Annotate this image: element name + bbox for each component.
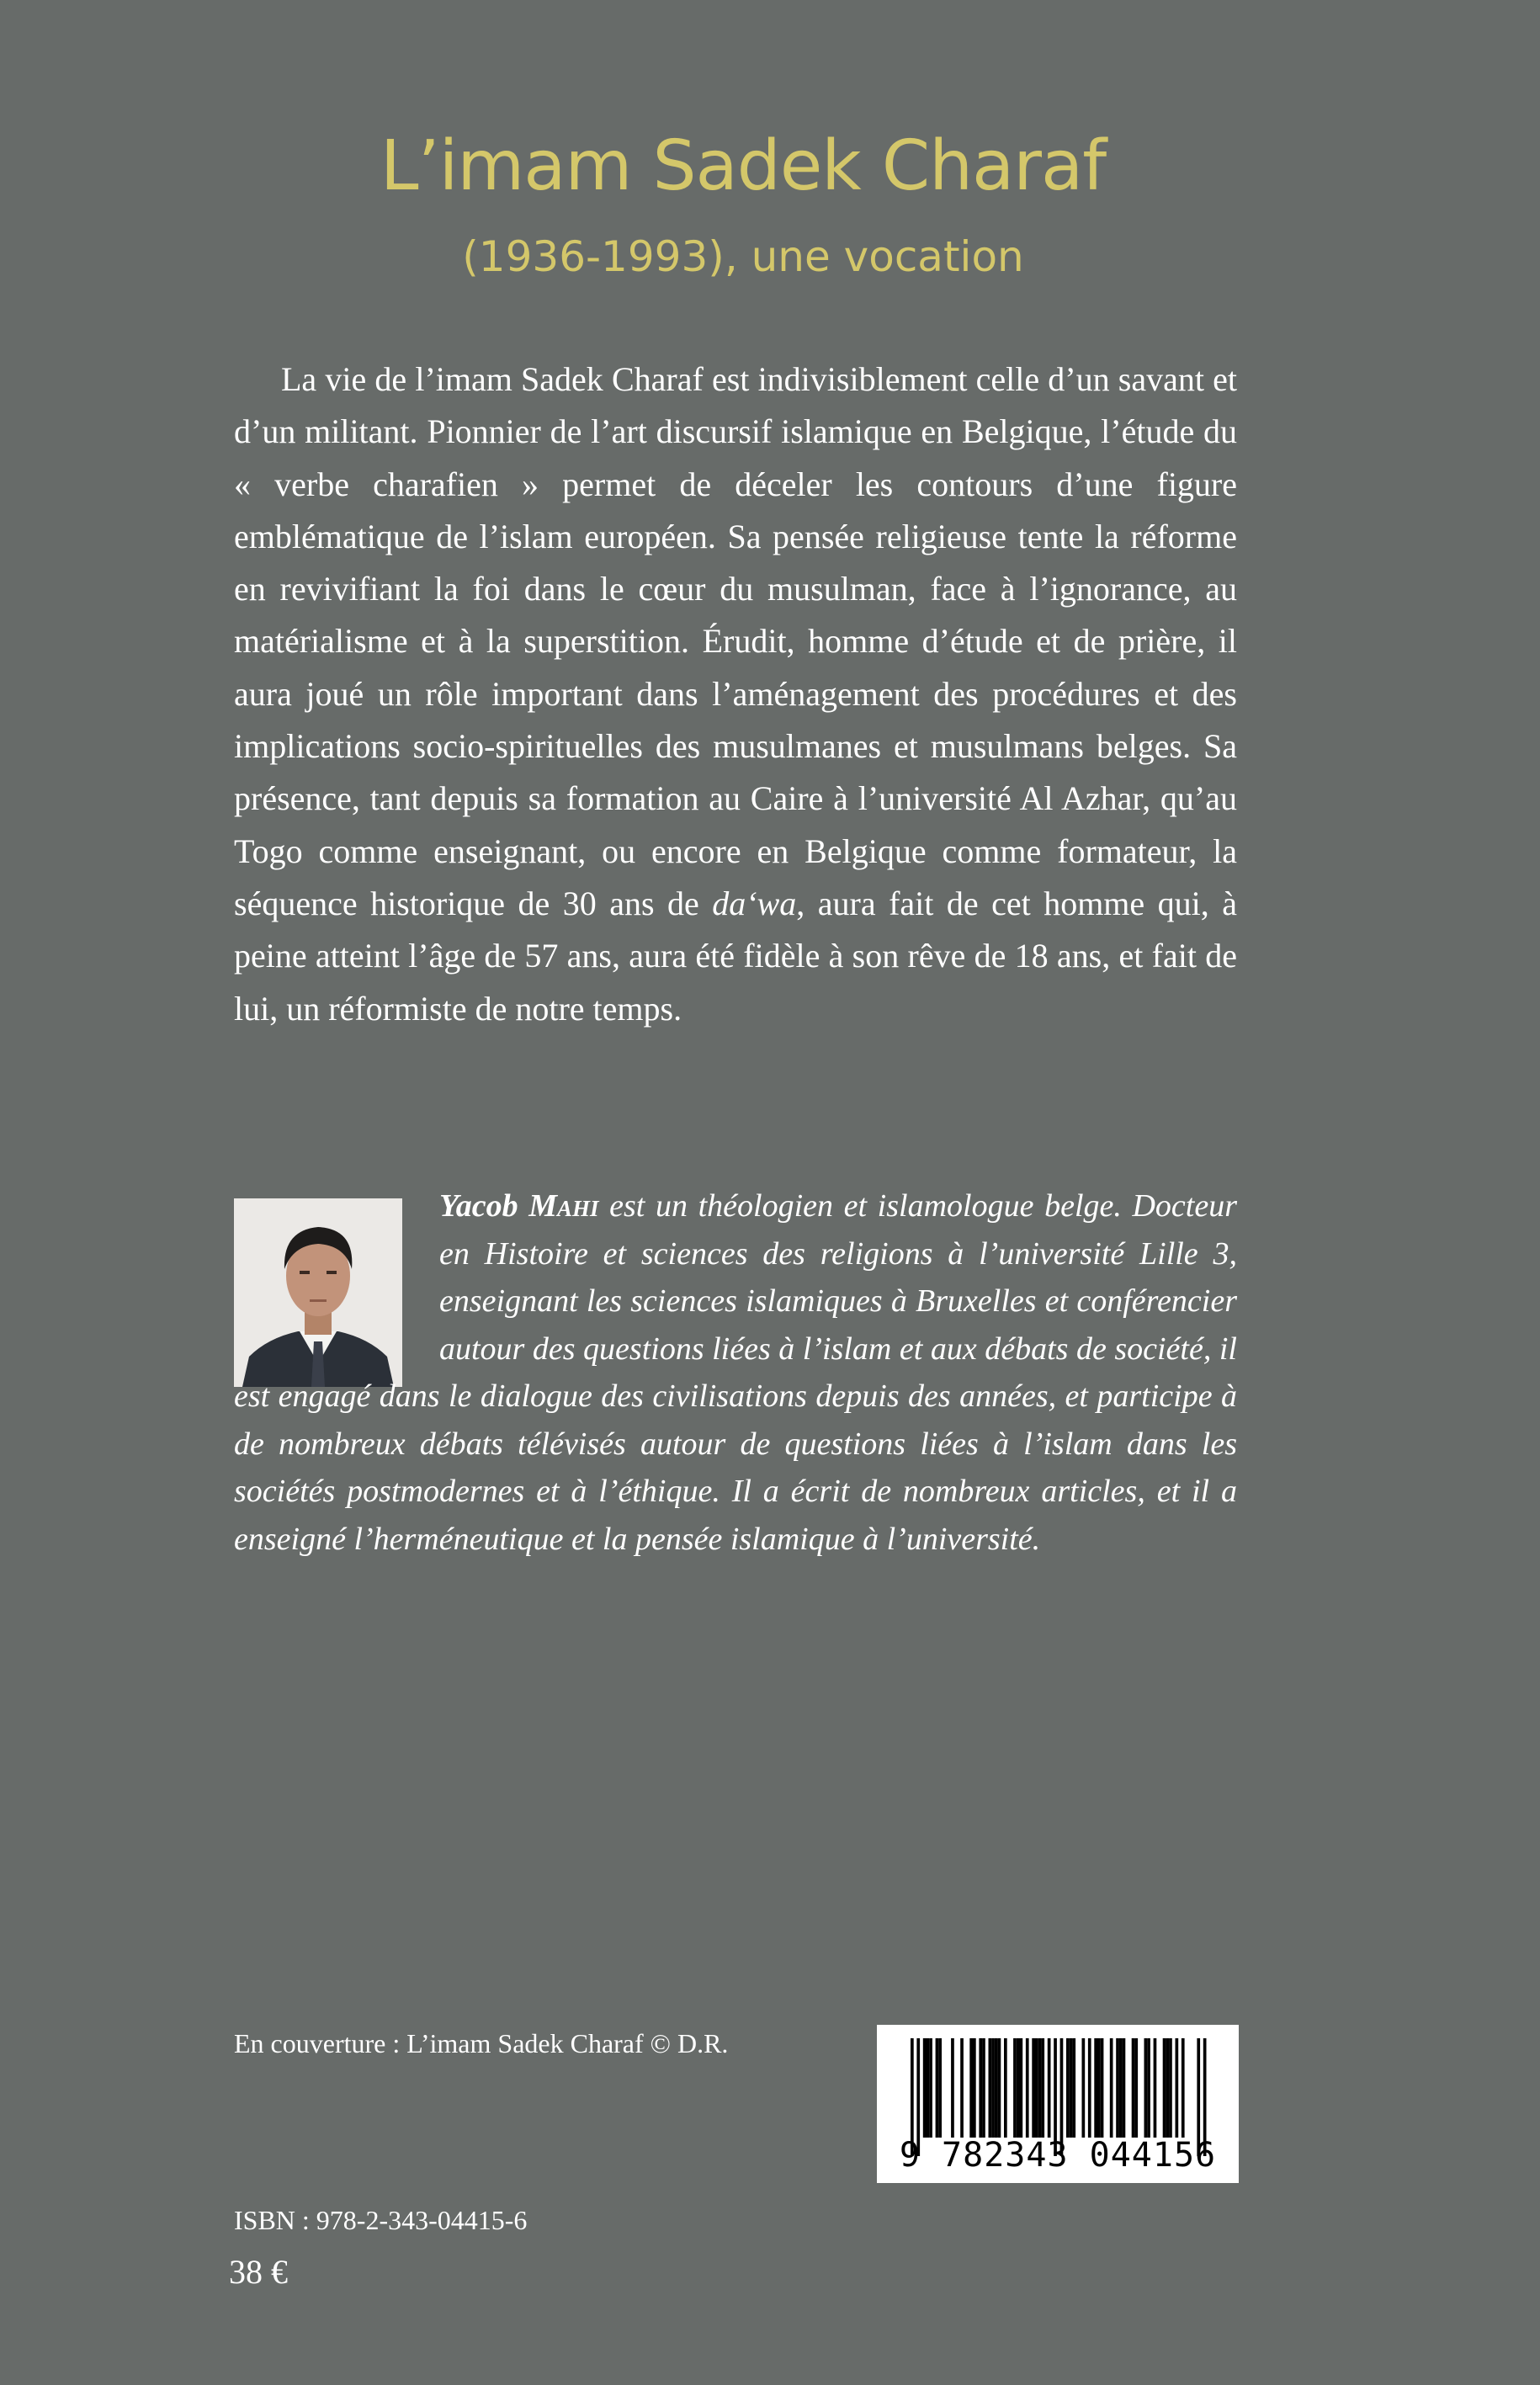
barcode-bar xyxy=(923,2038,927,2138)
barcode-bar xyxy=(1041,2038,1044,2138)
barcode-bar xyxy=(1070,2038,1073,2138)
summary-text-part-1: La vie de l’imam Sadek Charaf est indivisiblement celle d’un savant et d’un militant. Pionnier de l’art discursif islamique en Belgique, l’étude du « verbe charafien » permet de déceler les contours d’une figure emblématique de l’islam européen. Sa pensée religieuse tente la réforme en revivifiant la foi dans le cœur du musulman, face à l’ignorance, au matérialisme et à la superstition. Érudit, homme d’étude et de prière, il aura joué un rôle important dans l’aménagement des procédures et des implications socio-spirituelles des musulmanes et musulmans belges. Sa présence, tant depuis sa formation au Caire à l’université Al Azhar, qu’au Togo comme enseignant, ou encore en Belgique comme formateur, la séquence historique de 30 ans de xyxy=(234,360,1237,922)
barcode-bar xyxy=(1169,2038,1172,2138)
barcode-bar xyxy=(929,2038,932,2138)
barcode-bar xyxy=(1163,2038,1166,2138)
barcode-bar xyxy=(1035,2038,1038,2138)
barcode-bar xyxy=(979,2038,982,2138)
barcode-bar xyxy=(1094,2038,1097,2138)
barcode xyxy=(877,2025,1239,2183)
barcode-bar xyxy=(936,2038,939,2138)
barcode-bar xyxy=(1038,2038,1042,2138)
barcode-bar xyxy=(1101,2038,1104,2138)
barcode-bar xyxy=(1166,2038,1169,2138)
photo-spacer xyxy=(234,1182,439,1373)
barcode-digits: 9 782343 044156 xyxy=(899,2136,1217,2175)
barcode-bar xyxy=(995,2038,998,2138)
barcode-bar xyxy=(998,2038,1001,2138)
book-subtitle: (1936-1993), une vocation xyxy=(462,232,1024,281)
barcode-bar xyxy=(991,2038,995,2138)
barcode-bar xyxy=(1013,2038,1017,2138)
barcode-bar xyxy=(989,2038,992,2138)
isbn: ISBN : 978-2-343-04415-6 xyxy=(234,2205,528,2235)
barcode-bar xyxy=(1176,2038,1179,2138)
barcode-bar xyxy=(1072,2038,1075,2138)
barcode-bar xyxy=(973,2038,976,2138)
summary-italic-term: da‘wa xyxy=(712,884,797,922)
barcode-bar xyxy=(1082,2038,1086,2138)
barcode-bar xyxy=(1147,2038,1150,2138)
barcode-bar xyxy=(1066,2038,1070,2138)
barcode-bar xyxy=(1132,2038,1135,2138)
barcode-bar xyxy=(1134,2038,1138,2138)
barcode-bar xyxy=(1144,2038,1148,2138)
barcode-bar xyxy=(1182,2038,1185,2138)
barcode-bar xyxy=(969,2038,973,2138)
book-summary xyxy=(234,353,1237,1035)
barcode-bar xyxy=(1017,2038,1020,2138)
author-bio xyxy=(234,1182,1237,1563)
barcode-bar xyxy=(982,2038,985,2138)
barcode-bar xyxy=(1004,2038,1007,2138)
barcode-bar xyxy=(1032,2038,1035,2138)
author-last-name: Mahi xyxy=(528,1188,599,1224)
book-title: L’imam Sadek Charaf xyxy=(380,126,1107,206)
barcode-bar xyxy=(1097,2038,1101,2138)
barcode-bar xyxy=(1119,2038,1123,2138)
barcode-bar xyxy=(951,2038,954,2138)
barcode-bar xyxy=(927,2038,930,2138)
author-first-name: Yacob xyxy=(439,1188,518,1224)
barcode-bar xyxy=(1020,2038,1023,2138)
price: 38 € xyxy=(229,2253,288,2291)
barcode-bar xyxy=(1026,2038,1029,2138)
author-bio-text: est un théologien et islamologue belge. Docteur en Histoire et sciences des religions à l’université Lille 3, enseignant les sciences islamiques à Bruxelles et conférencier autour des questions liées à l’islam et aux débats de société, il est engagé dans le dialogue des civilisations depuis des années, et participe à de nombreux débats télévisés autour de questions liées à l’islam dans les sociétés postmodernes et à l’éthique. Il a écrit de nombreux articles, et il a enseigné l’herméneutique et la pensée islamique à l’université. xyxy=(234,1188,1238,1557)
barcode-bar xyxy=(1116,2038,1119,2138)
barcode-bar xyxy=(1154,2038,1157,2138)
barcode-bar xyxy=(960,2038,964,2138)
barcode-bar xyxy=(1123,2038,1126,2138)
summary-text-part-2: , aura fait de cet homme qui, à peine atteint l’âge de 57 ans, aura été fidèle à son rêve de 18 ans, et fait de lui, un réformiste de notre temps. xyxy=(234,884,1237,1028)
barcode-bar xyxy=(1110,2038,1113,2138)
barcode-bar xyxy=(1048,2038,1051,2138)
barcode-bar xyxy=(938,2038,942,2138)
barcode-bar xyxy=(1088,2038,1091,2138)
cover-credit: En couverture : L’imam Sadek Charaf © D.R. xyxy=(234,2028,729,2058)
